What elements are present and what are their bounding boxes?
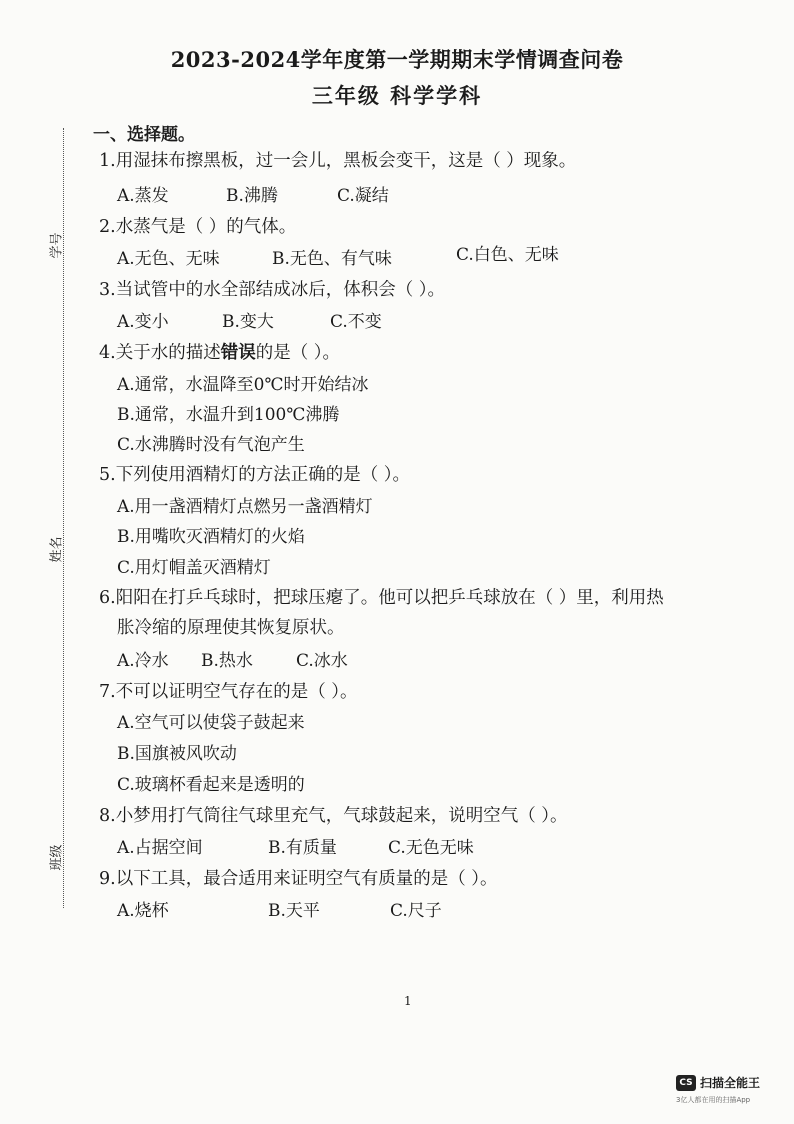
- q4-option-b: B.通常，水温升到100℃沸腾: [117, 405, 340, 425]
- q4-option-a: A.通常，水温降至0℃时开始结冰: [117, 375, 369, 395]
- q9-option-b: B.天平: [268, 901, 320, 921]
- q2-option-a: A.无色、无味: [117, 249, 220, 269]
- q7-option-a: A.空气可以使袋子鼓起来: [117, 713, 305, 733]
- question-6: 6.阳阳在打乒乓球时，把球压瘪了。他可以把乒乓球放在（ ）里，利用热: [99, 588, 664, 608]
- class-label: 班级: [49, 844, 65, 871]
- q4-stem-emphasis: 错误: [220, 343, 256, 363]
- q3-option-c: C.不变: [330, 312, 382, 332]
- question-2: 2.水蒸气是（ ）的气体。: [99, 217, 297, 237]
- q7-option-c: C.玻璃杯看起来是透明的: [117, 775, 305, 795]
- q9-option-a: A.烧杯: [117, 901, 169, 921]
- camscanner-logo-icon: CS: [676, 1075, 696, 1091]
- q8-option-c: C.无色无味: [388, 838, 474, 858]
- q7-option-b: B.国旗被风吹动: [117, 744, 237, 764]
- q6-option-c: C.冰水: [296, 651, 348, 671]
- q4-stem-post: 的是（ ）。: [255, 343, 341, 363]
- q8-option-b: B.有质量: [268, 838, 337, 858]
- q2-option-b: B.无色、有气味: [272, 249, 392, 269]
- q1-option-b: B.沸腾: [226, 186, 278, 206]
- student-id-label: 学号: [49, 232, 65, 259]
- q9-option-c: C.尺子: [390, 901, 442, 921]
- watermark-brand: 扫描全能王: [700, 1076, 761, 1090]
- q3-option-b: B.变大: [222, 312, 274, 332]
- question-3: 3.当试管中的水全部结成冰后，体积会（ ）。: [99, 280, 446, 300]
- exam-title: 2023-2024学年度第一学期期末学情调查问卷: [170, 47, 624, 72]
- question-8: 8.小梦用打气筒往气球里充气，气球鼓起来，说明空气（ ）。: [99, 806, 568, 826]
- q6-option-b: B.热水: [201, 651, 253, 671]
- q6-option-a: A.冷水: [117, 651, 169, 671]
- question-9: 9.以下工具，最合适用来证明空气有质量的是（ ）。: [99, 869, 498, 889]
- q4-option-c: C.水沸腾时没有气泡产生: [117, 435, 305, 455]
- section-heading: 一、选择题。: [93, 125, 195, 145]
- question-7: 7.不可以证明空气存在的是（ ）。: [99, 682, 358, 702]
- q5-option-b: B.用嘴吹灭酒精灯的火焰: [117, 527, 305, 547]
- question-1: 1.用湿抹布擦黑板，过一会儿，黑板会变干，这是（ ）现象。: [99, 151, 577, 171]
- page-number: 1: [404, 994, 412, 1008]
- q2-option-c: C.白色、无味: [456, 245, 559, 265]
- question-4: [99, 339, 340, 364]
- q1-option-a: A.蒸发: [117, 186, 169, 206]
- q5-option-a: A.用一盏酒精灯点燃另一盏酒精灯: [117, 497, 373, 517]
- exam-subtitle: 三年级 科学学科: [311, 83, 483, 108]
- name-label: 姓名: [49, 536, 65, 563]
- q8-option-a: A.占据空间: [117, 838, 203, 858]
- camscanner-watermark: [676, 1074, 760, 1091]
- question-5: 5.下列使用酒精灯的方法正确的是（ ）。: [99, 465, 411, 485]
- watermark-tagline: 3亿人都在用的扫描App: [676, 1096, 751, 1104]
- q1-option-c: C.凝结: [337, 186, 389, 206]
- q6-stem-continued: 胀冷缩的原理使其恢复原状。: [117, 618, 345, 638]
- q4-stem-pre: 4.关于水的描述: [99, 343, 221, 363]
- q3-option-a: A.变小: [117, 312, 169, 332]
- q5-option-c: C.用灯帽盖灭酒精灯: [117, 558, 271, 578]
